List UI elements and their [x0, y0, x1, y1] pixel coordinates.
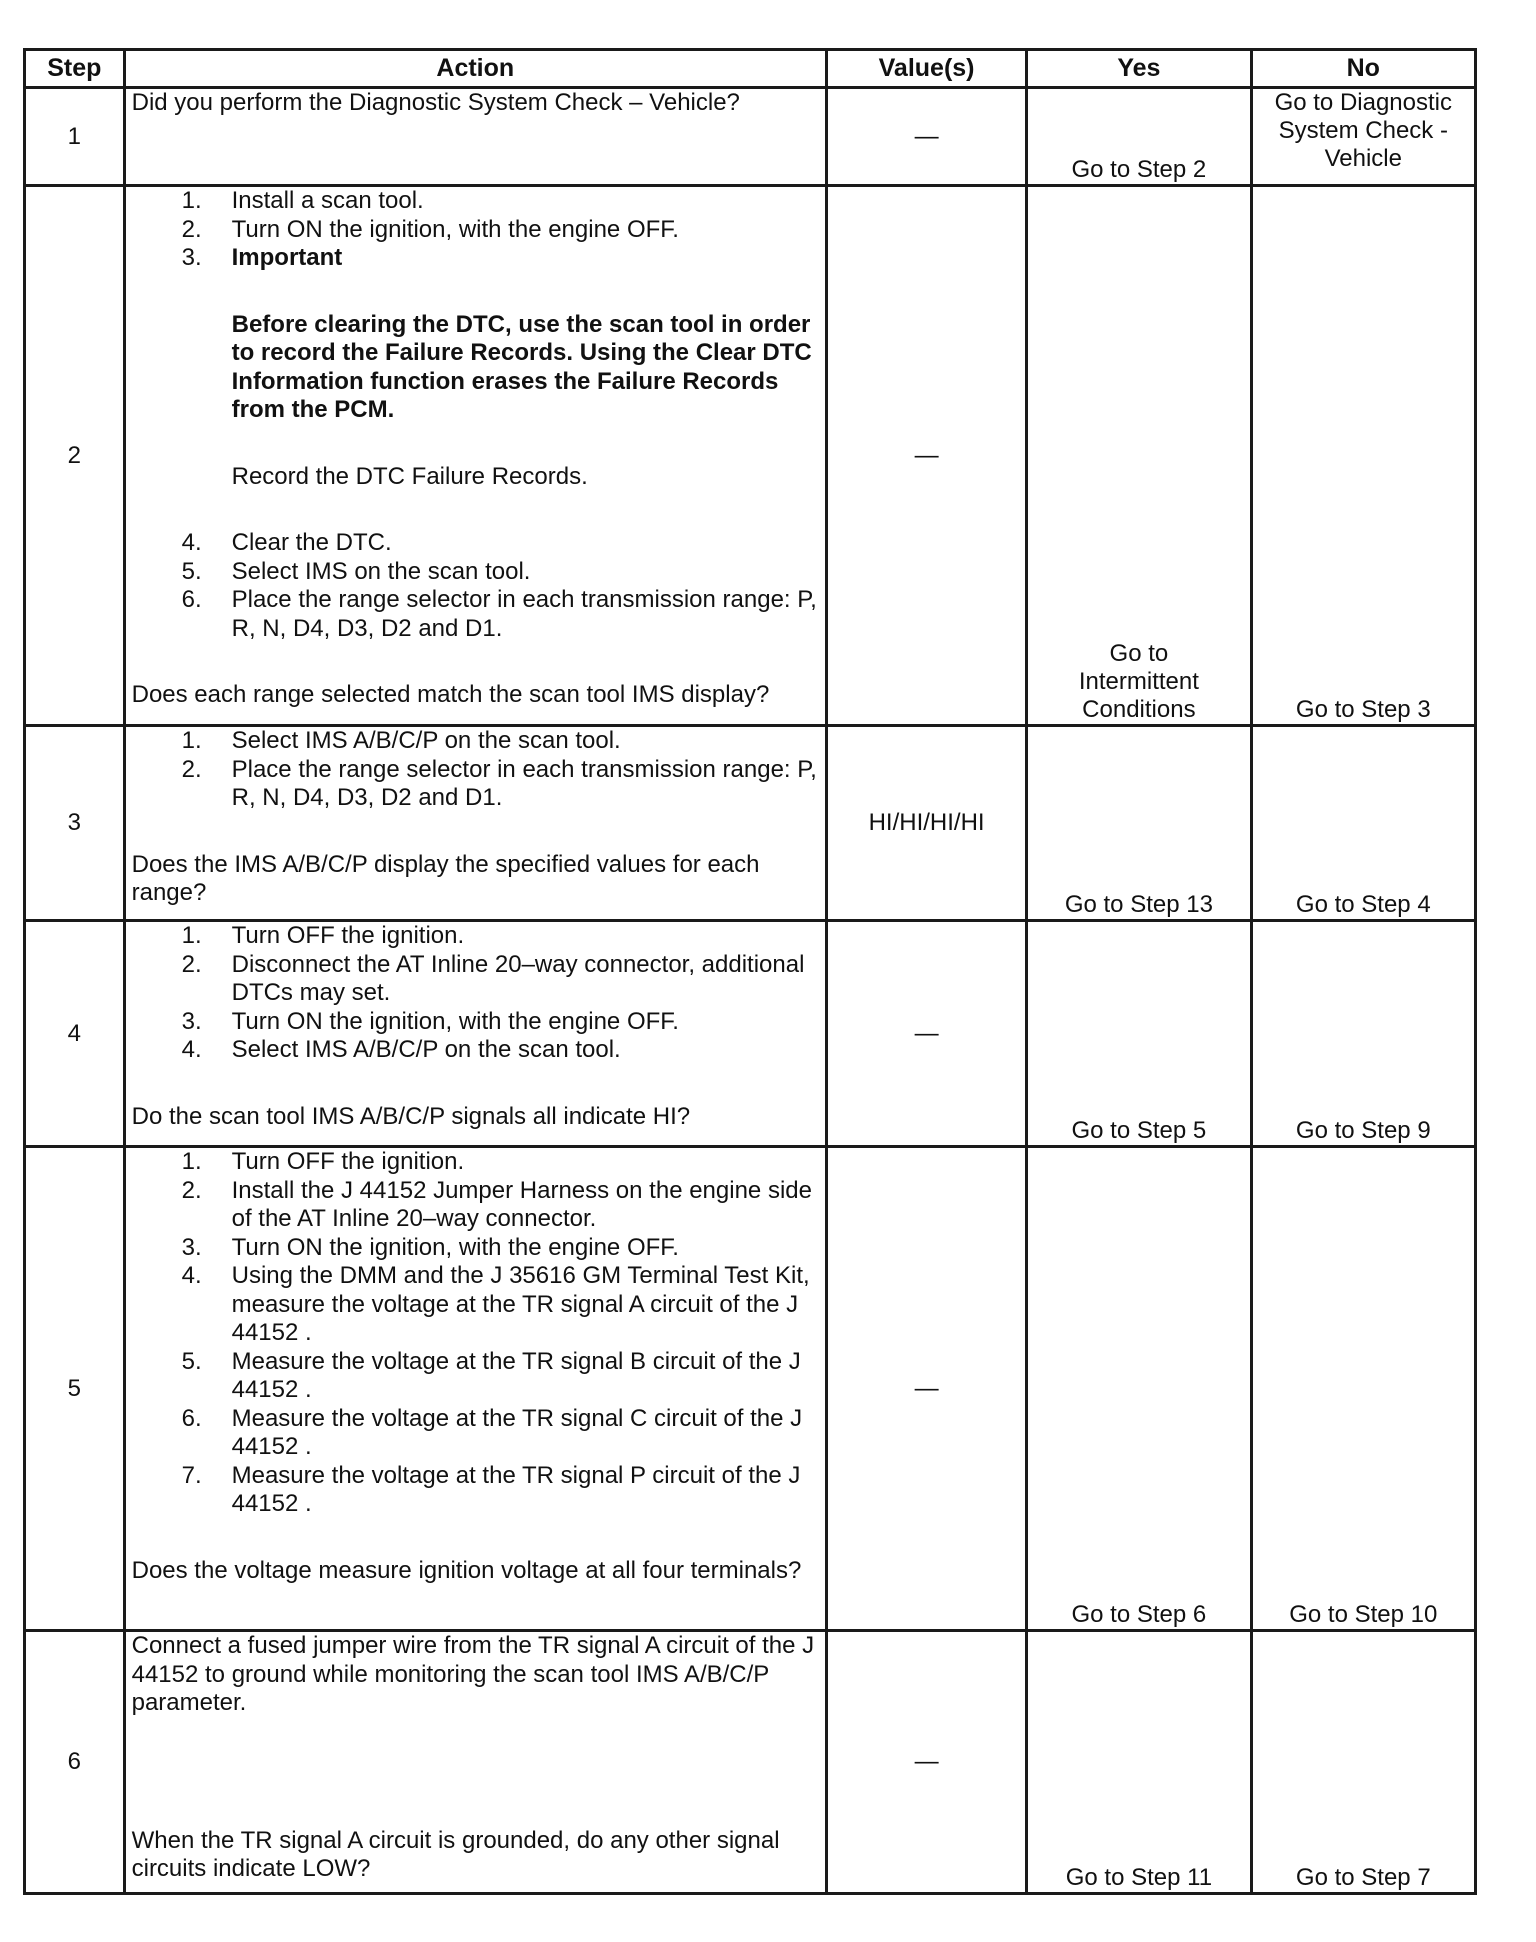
list-item: 4. Using the DMM and the J 35616 GM Terminal Test Kit, measure the voltage at the TR signal A circuit of the J 44152 . — [181, 1262, 810, 1346]
important-label: Important — [231, 244, 343, 271]
action-cell — [124, 88, 826, 186]
step-number: 2 — [25, 186, 125, 726]
no-cell: Go to Step 3 — [1251, 186, 1475, 726]
yes-cell: Go to Step 2 — [1027, 88, 1251, 186]
action-question: When the TR signal A circuit is grounded, do any other signal circuits indicate LOW? — [131, 1826, 780, 1882]
action-steps — [132, 727, 819, 813]
yes-cell: Go to Step 5 — [1027, 921, 1251, 1147]
header-yes: Yes — [1027, 50, 1251, 88]
table-row — [25, 88, 1476, 186]
list-item: 4. Clear the DTC. — [181, 529, 392, 556]
value-text: — — [914, 1019, 939, 1047]
list-item: 4. Select IMS A/B/C/P on the scan tool. — [181, 1036, 621, 1063]
important-note: Before clearing the DTC, use the scan tool in order to record the Failure Records. Using the Clear DTC Information function erases the Failure Records from the PCM. — [231, 310, 812, 423]
table-row — [25, 1147, 1476, 1631]
step-number: 6 — [25, 1631, 125, 1894]
list-item: 2. Disconnect the AT Inline 20–way connector, additional DTCs may set. — [181, 950, 805, 1006]
action-question: Does the IMS A/B/C/P display the specified values for each range? — [131, 850, 760, 906]
step-number: 3 — [25, 726, 125, 921]
table-row — [25, 726, 1476, 921]
list-item: 3. Turn ON the ignition, with the engine OFF. — [181, 1233, 679, 1261]
value-text: — — [914, 441, 939, 469]
header-action: Action — [124, 50, 826, 88]
list-item: 1. Turn OFF the ignition. — [181, 1148, 465, 1175]
record-note: Record the DTC Failure Records. — [231, 462, 588, 490]
table-row — [25, 186, 1476, 726]
header-values: Value(s) — [826, 50, 1026, 88]
list-item: 2. Install the J 44152 Jumper Harness on the engine side of the AT Inline 20–way connector. — [181, 1176, 812, 1232]
yes-cell: Go to Step 13 — [1027, 726, 1251, 921]
no-cell: Go to Step 9 — [1251, 921, 1475, 1147]
value-cell — [826, 186, 1026, 726]
list-item: 5. Measure the voltage at the TR signal B circuit of the J 44152 . — [181, 1347, 801, 1403]
value-text: HI/HI/HI/HI — [868, 809, 985, 836]
list-item: 3. Important Before clearing the DTC, use the scan tool in order to record the Failure Records. Using the Clear DTC Information function erases the Failure Records from the PCM. Record the DTC Failure Records. — [132, 244, 819, 529]
header-row — [25, 50, 1476, 88]
value-cell — [826, 921, 1026, 1147]
list-item: 3. Turn ON the ignition, with the engine OFF. — [181, 1007, 679, 1035]
value-text: — — [914, 1748, 939, 1775]
header-no: No — [1251, 50, 1475, 88]
step-number: 1 — [25, 88, 125, 186]
value-cell — [826, 88, 1026, 186]
list-item: 6. Measure the voltage at the TR signal C circuit of the J 44152 . — [181, 1404, 803, 1460]
yes-cell: Go to Step 6 — [1027, 1147, 1251, 1631]
value-text: — — [914, 122, 939, 150]
list-item: 6. Place the range selector in each transmission range: P, R, N, D4, D3, D2 and D1. — [181, 586, 817, 642]
step-number: 4 — [25, 921, 125, 1147]
list-item: 1. Select IMS A/B/C/P on the scan tool. — [181, 727, 621, 754]
action-cell — [124, 1631, 826, 1894]
action-question: Do the scan tool IMS A/B/C/P signals all indicate HI? — [131, 1102, 691, 1130]
no-cell: Go to Step 7 — [1251, 1631, 1475, 1894]
list-item: 2. Turn ON the ignition, with the engine OFF. — [181, 215, 679, 243]
table-row — [25, 1631, 1476, 1894]
no-cell: Go to Step 4 — [1251, 726, 1475, 921]
step-number: 5 — [25, 1147, 125, 1631]
action-cell — [124, 921, 826, 1147]
action-cell — [124, 726, 826, 921]
yes-cell: Go to Intermittent Conditions — [1027, 186, 1251, 726]
action-cell — [124, 186, 826, 726]
action-steps — [132, 922, 819, 1065]
header-step: Step — [25, 50, 125, 88]
no-cell: Go to Step 10 — [1251, 1147, 1475, 1631]
list-item: 1. Install a scan tool. — [181, 187, 424, 214]
value-cell — [826, 1631, 1026, 1894]
yes-cell: Go to Step 11 — [1027, 1631, 1251, 1894]
action-text: Did you perform the Diagnostic System Check – Vehicle? — [131, 89, 740, 116]
list-item: 1. Turn OFF the ignition. — [181, 922, 465, 949]
list-item: 2. Place the range selector in each transmission range: P, R, N, D4, D3, D2 and D1. — [181, 755, 817, 811]
action-question: Does each range selected match the scan tool IMS display? — [131, 681, 770, 708]
action-cell — [124, 1147, 826, 1631]
diagnostic-table — [23, 48, 1477, 1895]
value-cell — [826, 726, 1026, 921]
value-cell — [826, 1147, 1026, 1631]
action-question: Does the voltage measure ignition voltage at all four terminals? — [131, 1556, 802, 1584]
action-steps — [132, 187, 819, 643]
list-item: 7. Measure the voltage at the TR signal P circuit of the J 44152 . — [181, 1461, 801, 1517]
table-row — [25, 921, 1476, 1147]
action-steps — [132, 1148, 819, 1519]
value-text: — — [914, 1374, 939, 1402]
no-cell: Go to Diagnostic System Check - Vehicle — [1251, 88, 1475, 186]
action-text: Connect a fused jumper wire from the TR signal A circuit of the J 44152 to ground while monitoring the scan tool IMS A/B/C/P parameter. — [131, 1632, 815, 1716]
list-item: 5. Select IMS on the scan tool. — [181, 557, 531, 585]
